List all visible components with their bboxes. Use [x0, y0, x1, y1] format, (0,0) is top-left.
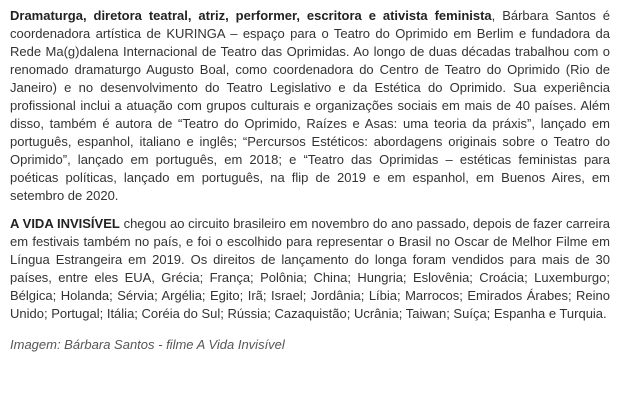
- bio-lead-bold: Dramaturga, diretora teatral, atriz, performer, escritora e ativista feminista: [10, 8, 492, 23]
- bio-paragraph: [10, 7, 610, 205]
- image-caption: Imagem: Bárbara Santos - filme A Vida Invisível: [10, 337, 285, 352]
- film-paragraph: [10, 215, 610, 323]
- bio-text: , Bárbara Santos é coordenadora artística de KURINGA – espaço para o Teatro do Oprimido em Berlim e fundadora da Rede Ma(g)dalena Internacional de Teatro das Oprimidas. Ao longo de duas décadas trabalhou com o renomado dramaturgo Augusto Boal, como coordenadora do Centro de Teatro do Oprimido (Rio de Janeiro) e no desenvolvimento do Teatro Legislativo e da Estética do Oprimido. Sua experiência profissional inclui a atuação com grupos culturais e organizações sociais em mais de 40 países. Além disso, também é autora de “Teatro do Oprimido, Raízes e Asas: uma teoria da práxis”, lançado em português, espanhol, italiano e inglês; “Percursos Estéticos: abordagens originais sobre o Teatro do Oprimido”, lançado em português, em 2018; e “Teatro das Oprimidas – estéticas feministas para poéticas políticas, lançado em português, na flip de 2019 e em espanhol, em Buenos Aires, em setembro de 2020.: [10, 8, 611, 203]
- film-text: chegou ao circuito brasileiro em novembro do ano passado, depois de fazer carreira em festivais também no país, e foi o escolhido para representar o Brasil no Oscar de Melhor Filme em Língua Estrangeira em 2019. Os direitos de lançamento do longa foram vendidos para mais de 30 países, entre eles EUA, Grécia; França; Polônia; China; Hungria; Eslovênia; Croácia; Luxemburgo; Bélgica; Holanda; Sérvia; Argélia; Egito; Irã; Israel; Jordânia; Líbia; Marrocos; Emirados Árabes; Reino Unido; Portugal; Itália; Coréia do Sul; Rússia; Cazaquistão; Ucrânia; Taiwan; Suíça; Espanha e Turquia.: [10, 216, 611, 321]
- article-body: [10, 7, 610, 354]
- film-title-bold: A VIDA INVISÍVEL: [10, 216, 120, 231]
